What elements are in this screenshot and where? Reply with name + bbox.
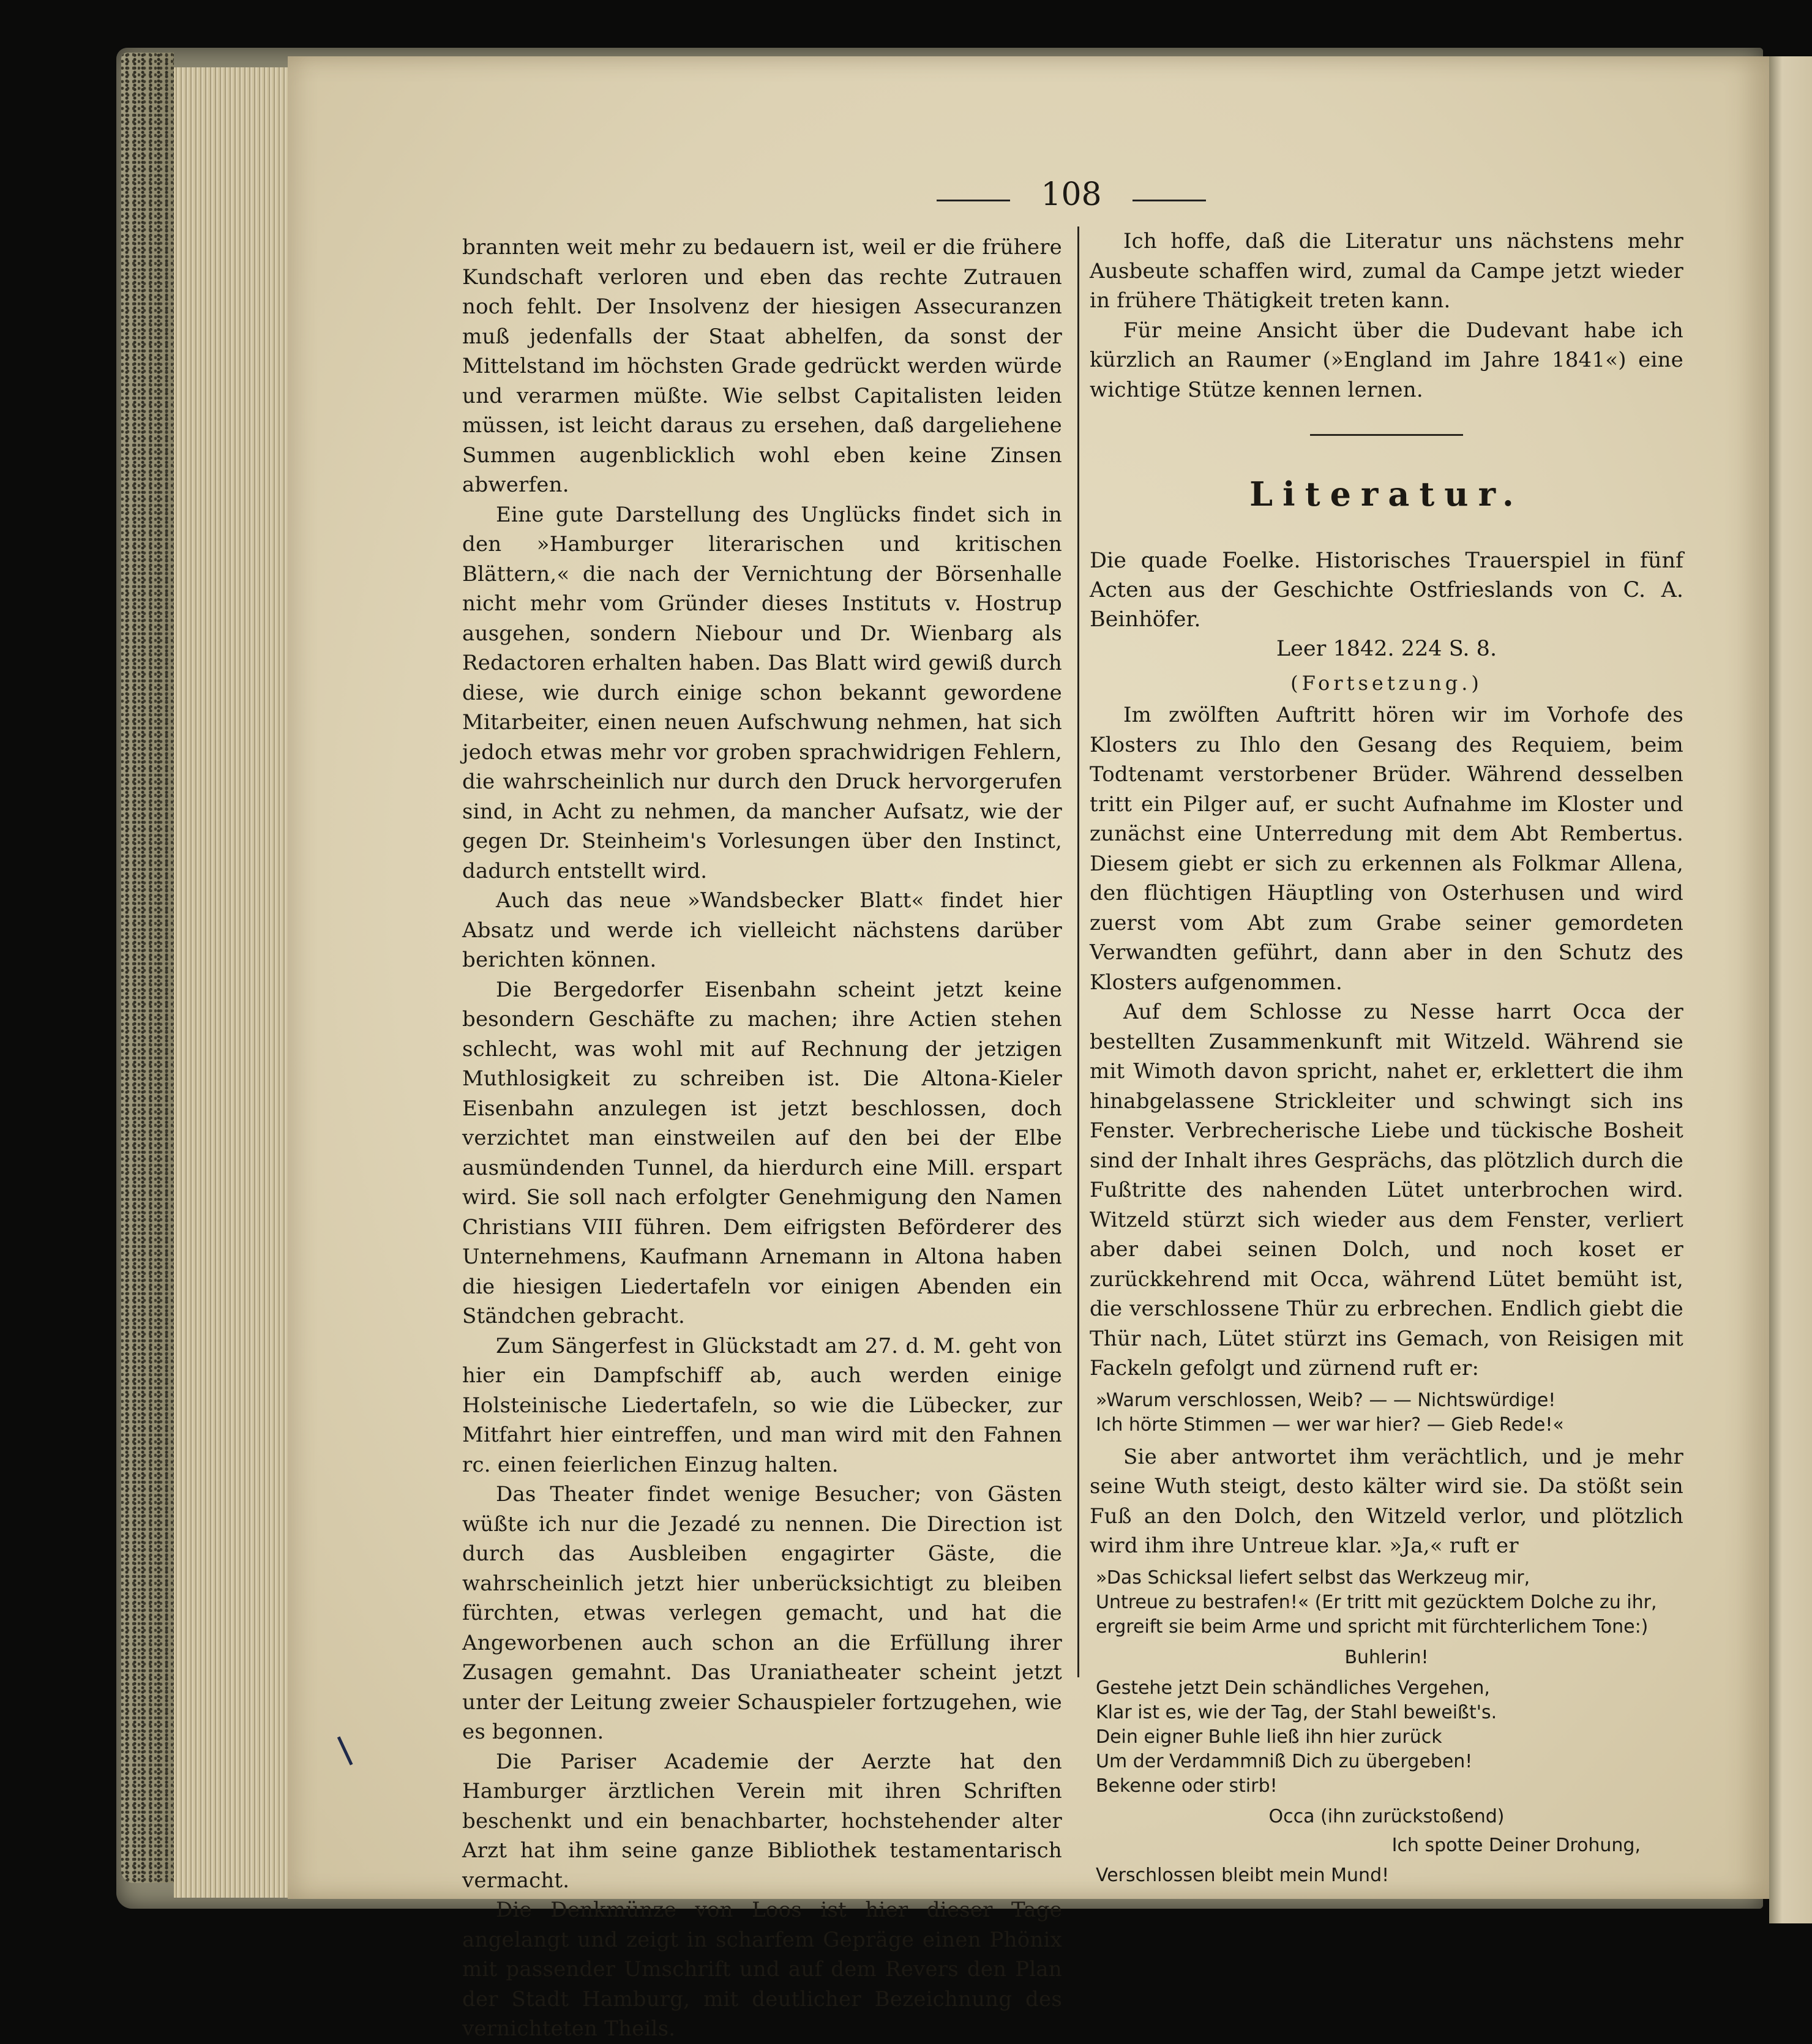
page-number: 108 (1041, 176, 1102, 213)
verse-quote-4: Verschlossen bleibt mein Mund! (1096, 1864, 1390, 1886)
review-paragraph-2: Auf dem Schlosse zu Nesse harrt Occa der bestellten Zusammenkunft mit Witzeld. Während sie mit Wimoth davon spricht, nahet er, erklettert die ihm hinabgelassene Strickleiter und schwingt sich ins Fenster. Verbrecherische Liebe und tückische Bosheit sind der Inhalt ihres Gesprächs, das plötzlich durch die Fußtritte des nahenden Lütet unterbrochen wird. Witzeld stürzt sich wieder aus dem Fenster, verliert aber dabei seinen Dolch, und noch koset er zurückkehrend mit Occa, während Lütet bemüht ist, die verschlossene Thür zu erbrechen. Endlich giebt die Thür nach, Lütet stürzt ins Gemach, von Reisigen mit Fackeln gefolgt und zürnend ruft er: (1090, 1000, 1683, 1380)
next-page-edge (1769, 56, 1812, 1923)
continued-note: (Fortsetzung.) (1290, 672, 1483, 695)
verse-quote-1: »Warum verschlossen, Weib? — — Nichtswürdige! Ich hörte Stimmen — wer war hier? — Gieb Rede!« (1096, 1389, 1564, 1436)
left-paragraph-8: Die Denkmünze von Loos ist hier dieser Tage angelangt und zeigt in scharfem Gepräge einen Phönix mit passender Umschrift und auf dem Revers den Plan der Stadt Hamburg, mit deutlicher Bezeichnung des vernichteten Theils. (462, 1898, 1062, 2041)
right-intro-paragraph-2: Für meine Ansicht über die Dudevant habe ich kürzlich an Raumer (»England im Jahre 1841«) eine wichtige Stütze kennen lernen. (1090, 318, 1683, 402)
right-intro-paragraph-1: Ich hoffe, daß die Literatur uns nächstens mehr Ausbeute schaffen wird, zumal da Campe jetzt wieder in frühere Thätigkeit treten kann. (1090, 229, 1683, 313)
page-header (937, 176, 1212, 219)
verse-quote-2: »Das Schicksal liefert selbst das Werkzeug mir, Untreue zu bestrafen!« (Er tritt mit gezücktem Dolche zu ihr, ergreift sie beim Arme und spricht mit fürchterlichem Tone:) (1096, 1567, 1657, 1638)
left-paragraph-4: Die Bergedorfer Eisenbahn scheint jetzt keine besondern Geschäfte zu machen; ihre Actien stehen schlecht, was wohl mit auf Rechnung der jetzigen Muthlosigkeit zu schreiben ist. Die Altona-Kieler Eisenbahn anzulegen ist jetzt beschlossen, doch verzichtet man einstweilen auf den bei der Elbe ausmündenden Tunnel, da hierdurch eine Mill. erspart wird. Sie soll nach erfolgter Genehmigung den Namen Christians VIII führen. Dem eifrigsten Beförderer des Unternehmens, Kaufmann Arnemann in Altona haben die hiesigen Liedertafeln vor einigen Abenden ein Ständchen gebracht. (462, 977, 1062, 1328)
right-column (1090, 226, 1683, 1893)
section-title: Literatur. (1249, 474, 1524, 514)
review-paragraph-3: Sie aber antwortet ihm verächtlich, und je mehr seine Wuth steigt, desto kälter wird sie. Da stößt sein Fuß an den Dolch, den Witzeld verlor, und plötzlich wird ihm ihre Untreue klar. »Ja,« ruft er (1090, 1444, 1683, 1558)
left-paragraph-3: Auch das neue »Wandsbecker Blatt« findet hier Absatz und werde ich vielleicht nächstens darüber berichten können. (462, 888, 1062, 972)
column-divider (1077, 226, 1079, 1677)
section-divider (1310, 434, 1463, 436)
page-edges (174, 67, 296, 1898)
verse-quote-3: Gestehe jetzt Dein schändliches Vergehen, Klar ist es, wie der Tag, der Stahl beweißt's. Dein eigner Buhle ließ ihn hier zurück Um der Verdammniß Dich zu übergeben! Bekenne oder stirb! (1096, 1677, 1497, 1797)
review-heading: Die quade Foelke. Historisches Trauerspiel in fünf Acten aus der Geschichte Ostfrieslands von C. A. Beinhöfer. (1090, 548, 1683, 632)
left-paragraph-6: Das Theater findet wenige Besucher; von Gästen wüßte ich nur die Jezadé zu nennen. Die Direction ist durch das Ausbleiben engagirter Gäste, die wahrscheinlich jetzt hier unberücksichtigt zu bleiben fürchten, etwas verlegen gemacht, und hat die Angeworbenen auch schon an die Erfüllung ihrer Zusagen gemahnt. Das Uraniatheater scheint jetzt unter der Leitung zweier Schauspieler fortzugehen, wie es begonnen. (462, 1482, 1062, 1744)
left-paragraph-1: brannten weit mehr zu bedauern ist, weil er die frühere Kundschaft verloren und eben das rechte Zutrauen noch fehlt. Der Insolvenz der hiesigen Assecuranzen muß jedenfalls der Staat abhelfen, da sonst der Mittelstand im höchsten Grade gedrückt werden würde und verarmen müßte. Wie selbst Capitalisten leiden müssen, ist leicht daraus zu ersehen, daß dargeliehene Summen augenblicklich wohl eben keine Zinsen abwerfen. (462, 235, 1062, 497)
marbled-cover-edge (121, 53, 174, 1883)
review-paragraph-1: Im zwölften Auftritt hören wir im Vorhofe des Klosters zu Ihlo den Gesang des Requiem, beim Todtenamt verstorbener Brüder. Während desselben tritt ein Pilger auf, er sucht Aufnahme im Kloster und zunächst eine Unterredung mit dem Abt Rembertus. Diesem giebt er sich zu erkennen als Folkmar Allena, den flüchtigen Häuptling von Osterhusen und wird zuerst vom Abt zum Grabe seiner gemordeten Verwandten geführt, dann aber in den Schutz des Klosters aufgenommen. (1090, 703, 1683, 995)
left-column (462, 233, 1062, 2044)
verse-quote-2-tail: Buhlerin! (1344, 1646, 1429, 1668)
left-paragraph-5: Zum Sängerfest in Glückstadt am 27. d. M. geht von hier ein Dampfschiff ab, auch werden einige Holsteinische Liedertafeln, so wie die Lübecker, zur Mitfahrt hier eintreffen, und man wird mit den Fahnen rc. einen feierlichen Einzug halten. (462, 1333, 1062, 1477)
speaker-line: Ich spotte Deiner Drohung, (1391, 1834, 1641, 1856)
review-publication-info: Leer 1842. 224 S. 8. (1276, 637, 1497, 661)
left-paragraph-7: Die Pariser Academie der Aerzte hat den Hamburger ärztlichen Verein mit ihren Schriften beschenkt und ein benachbarter, hochstehender alter Arzt hat ihm seine ganze Bibliothek testamentarisch vermacht. (462, 1749, 1062, 1893)
header-rule-left (937, 200, 1010, 201)
left-paragraph-2: Eine gute Darstellung des Unglücks findet sich in den »Hamburger literarischen und kritischen Blättern,« die nach der Vernichtung der Börsenhalle nicht mehr vom Gründer dieses Instituts v. Hostrup ausgehen, sondern Niebour und Dr. Wienbarg als Redactoren erhalten haben. Das Blatt wird gewiß durch diese, wie durch einige schon bekannt gewordene Mitarbeiter, einen neuen Aufschwung nehmen, hat sich jedoch etwas mehr vor groben sprachwidrigen Fehlern, die wahrscheinlich nur durch den Druck hervorgerufen sind, in Acht zu nehmen, da mancher Aufsatz, wie der gegen Dr. Steinheim's Vorlesungen über den Instinct, dadurch entstellt wird. (462, 502, 1062, 883)
speaker-direction: Occa (ihn zurückstoßend) (1268, 1805, 1505, 1827)
header-rule-right (1132, 200, 1206, 201)
